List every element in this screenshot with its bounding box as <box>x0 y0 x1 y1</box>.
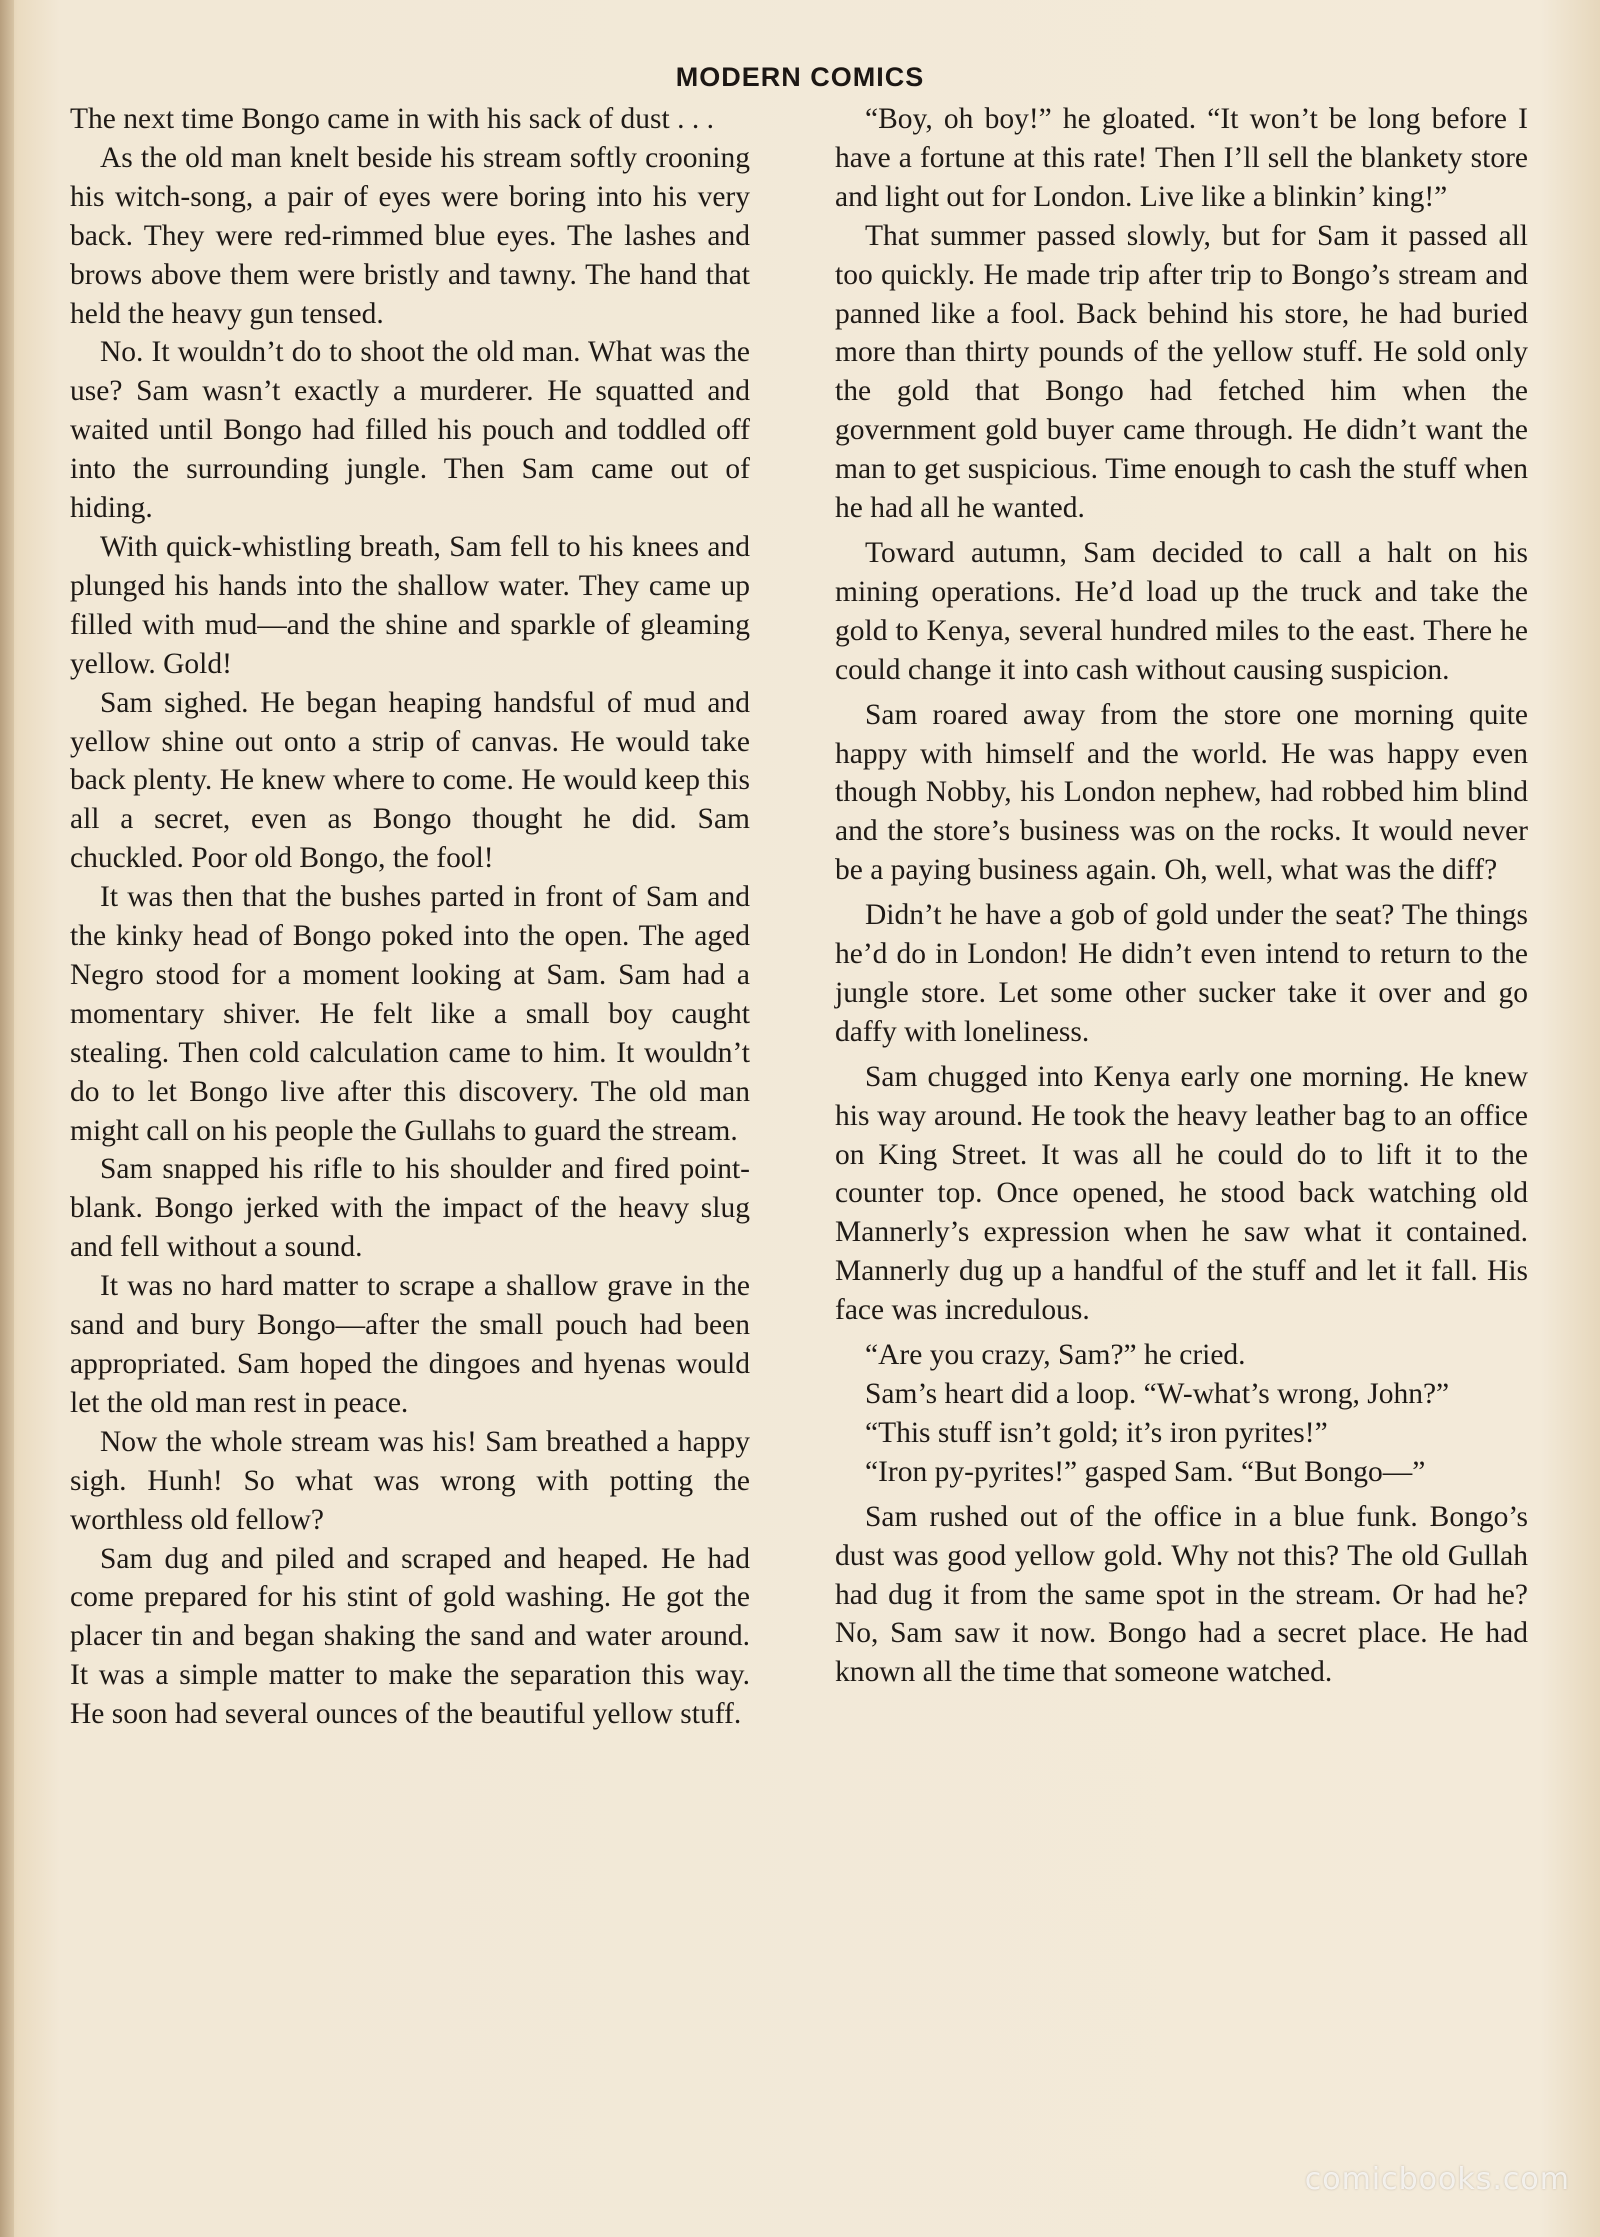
paragraph: Toward autumn, Sam decided to call a halt on his mining operations. He’d load up the truck and take the gold to Kenya, several hundred miles to the east. There he could change it into cash without causing suspicion. <box>835 536 1528 686</box>
paragraph: “Boy, oh boy!” he gloated. “It won’t be long before I have a fortune at this rate! Then I’ll sell the blankety store and light out for London. Live like a blinkin’ king!” <box>835 103 1528 213</box>
paragraph: Sam roared away from the store one morning quite happy with himself and the world. He was happy even though Nobby, his London nephew, had robbed him blind and the store’s business was on the rocks. It would never be a paying business again. Oh, well, what was the diff? <box>835 698 1528 887</box>
paragraph: Sam chugged into Kenya early one morning. He knew his way around. He took the heavy leather bag to an office on King Street. It was all he could do to lift it to the counter top. Once opened, he stood back watching old Mannerly’s expression when he saw what it contained. Mannerly dug up a handful of the stuff and let it fall. His face was incredulous. <box>835 1060 1528 1327</box>
site-watermark: comicbooks.com <box>1304 2162 1570 2197</box>
left-text-column <box>70 100 750 1734</box>
paragraph: With quick-whistling breath, Sam fell to his knees and plunged his hands into the shallow water. They came up filled with mud—and the shine and sparkle of gleaming yellow. Gold! <box>70 530 750 680</box>
paragraph: It was then that the bushes parted in front of Sam and the kinky head of Bongo poked into the open. The aged Negro stood for a moment looking at Sam. Sam had a momentary shiver. He felt like a small boy caught stealing. Then cold calculation came to him. It wouldn’t do to let Bongo live after this discovery. The old man might call on his people the Gullahs to guard the stream. <box>70 881 750 1147</box>
right-text-column <box>835 100 1528 1692</box>
paragraph: Sam sighed. He began heaping handsful of mud and yellow shine out onto a strip of canvas. He would take back plenty. He knew where to come. He would keep this all a secret, even as Bongo thought he did. Sam chuckled. Poor old Bongo, the fool! <box>70 686 750 875</box>
paragraph: The next time Bongo came in with his sack of dust . . . <box>70 103 714 135</box>
paragraph: As the old man knelt beside his stream softly crooning his witch-song, a pair of eyes were boring into his very back. They were red-rimmed blue eyes. The lashes and brows above them were bristly and tawny. The hand that held the heavy gun tensed. <box>70 141 750 330</box>
paragraph: “This stuff isn’t gold; it’s iron pyrites!” <box>865 1416 1328 1449</box>
paragraph: It was no hard matter to scrape a shallow grave in the sand and bury Bongo—after the small pouch had been appropriated. Sam hoped the dingoes and hyenas would let the old man rest in peace. <box>70 1270 750 1419</box>
paragraph: Now the whole stream was his! Sam breathed a happy sigh. Hunh! So what was wrong with potting the worthless old fellow? <box>70 1425 750 1536</box>
paragraph: “Iron py-pyrites!” gasped Sam. “But Bongo—” <box>865 1455 1426 1488</box>
paragraph: No. It wouldn’t do to shoot the old man. What was the use? Sam wasn’t exactly a murderer. He squatted and waited until Bongo had filled his pouch and toddled off into the surrounding jungle. Then Sam came out of hiding. <box>70 336 750 525</box>
paragraph: Sam snapped his rifle to his shoulder and fired point-blank. Bongo jerked with the impact of the heavy slug and fell without a sound. <box>70 1153 750 1264</box>
page-header: MODERN COMICS <box>675 62 925 92</box>
paragraph: Sam rushed out of the office in a blue funk. Bongo’s dust was good yellow gold. Why not this? The old Gullah had dug it from the same spot in the stream. Or had he? No, Sam saw it now. Bongo had a secret place. He had known all the time that someone watched. <box>835 1500 1528 1689</box>
paragraph: That summer passed slowly, but for Sam it passed all too quickly. He made trip after trip to Bongo’s stream and panned like a fool. Back behind his store, he had buried more than thirty pounds of the yellow stuff. He sold only the gold that Bongo had fetched him when the government gold buyer came through. He didn’t want the man to get suspicious. Time enough to cash the stuff when he had all he wanted. <box>835 219 1528 525</box>
paragraph: Sam’s heart did a loop. “W-what’s wrong, John?” <box>865 1378 1450 1410</box>
binding-edge <box>0 0 14 2237</box>
paragraph: Sam dug and piled and scraped and heaped. He had come prepared for his stint of gold washing. He got the placer tin and began shaking the sand and water around. It was a simple matter to make the separation this way. He soon had several ounces of the beautiful yellow stuff. <box>70 1542 750 1731</box>
paragraph: Didn’t he have a gob of gold under the seat? The things he’d do in London! He didn’t even intend to return to the jungle store. Let some other sucker take it over and go daffy with loneliness. <box>835 899 1528 1048</box>
paragraph: “Are you crazy, Sam?” he cried. <box>865 1339 1246 1372</box>
